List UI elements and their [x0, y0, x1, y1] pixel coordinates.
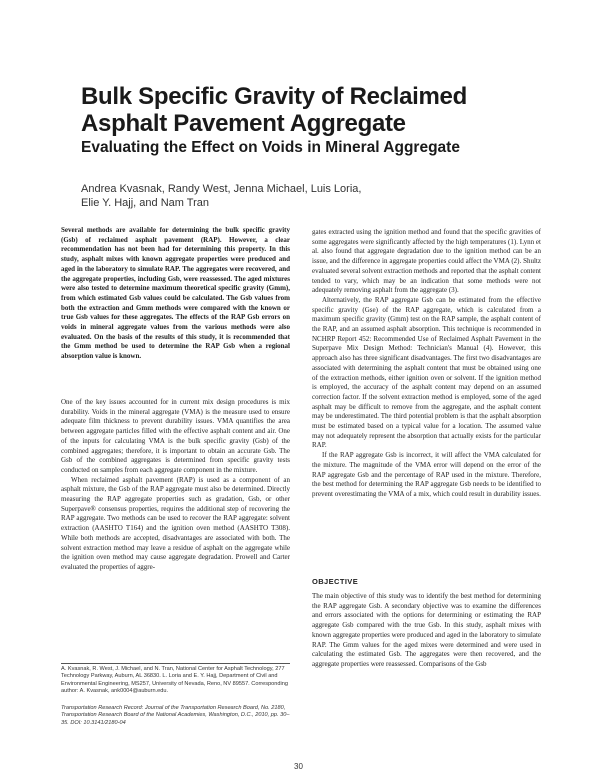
body-column-left — [61, 398, 290, 573]
footnote-affiliations: A. Kvasnak, R. West, J. Michael, and N. Tran, National Center for Asphalt Technology, 277 Technology Parkway, Auburn, AL 36830. L. Loria and E. Y. Hajj, Department of Civil and Environmental Engineering, MS257, University of Nevada, Reno, NV 89557. Corresponding author: A. Kvasnak, ank0004@auburn.edu. — [61, 666, 288, 694]
abstract-text: Several methods are available for determining the bulk specific gravity (Gsb) of reclaimed asphalt pavement (RAP). However, a clear recommendation has not been had for determining this property. In this study, asphalt mixes with known aggregate properties were produced and aged in the laboratory to simulate RAP. The aggregates were recovered, and the aggregate properties, including Gsb, were reassessed. The aged mixtures were also tested to determine maximum theoretical specific gravity (Gmm), from which estimated Gsb values could be calculated. The Gsb values from both the extraction and Gmm methods were compared with the known or true Gsb values for these aggregates. The effects of the RAP Gsb errors on voids in mineral aggregate values from the various methods were also evaluated. On the basis of the results of this study, it is recommended that the Gmm method be used to determine the RAP Gsb when a regional absorption value is known. — [61, 226, 290, 361]
author-line: Elie Y. Hajj, and Nam Tran — [81, 197, 209, 209]
objective-section — [312, 592, 541, 670]
body-paragraph: The main objective of this study was to identify the best method for determining the RAP aggregate Gsb. A secondary objective was to examine the differences and errors associated with the options for determining or estimating the RAP aggregate Gsb compared with the true Gsb. In this study, asphalt mixes with known aggregate properties were produced and aged in the laboratory to simulate RAP. The Gmm values for the aged mixes were determined and were used in calculating the estimated Gsb. The aggregates were then recovered, and the aggregate properties were reassessed. Comparisons of the Gsb — [312, 592, 541, 668]
body-paragraph: gates extracted using the ignition method and found that the specific gravities of some aggregates were significantly affected by the high temperatures (1). Lynn et al. also found that aggregate degradation due to the ignition method can be an issue, and the difference in aggregate properties could affect the VMA (2). Shultz evaluated several solvent extraction methods and reported that the asphalt content tended to vary, which may be an indication that some methods were not adequately removing asphalt from the aggregate (3). — [312, 228, 541, 295]
body-paragraph: One of the key issues accounted for in current mix design procedures is mix durability. Voids in the mineral aggregate (VMA) is the measure used to ensure adequate film thickness to prevent durability issues. VMA quantifies the area between aggregate particles filled with the effective asphalt content and air. One of the inputs for calculating VMA is the bulk specific gravity (Gsb) of the combined aggregates; therefore, it is important to obtain an accurate Gsb. The Gsb of the combined aggregates is determined from specific gravity tests conducted on samples from each aggregate component in the mixture. — [61, 398, 290, 474]
body-column-right — [312, 228, 541, 500]
paper-title: Bulk Specific Gravity of Reclaimed Asphalt Pavement Aggregate — [81, 83, 467, 137]
body-paragraph: When reclaimed asphalt pavement (RAP) is used as a component of an asphalt mixture, the Gsb of the RAP aggregate must also be determined. Directly measuring the RAP aggregate properties such as gradation, Gsb, or other Superpave® consensus properties, requires the additional step of recovering the RAP aggregate. Two methods can be used to recover the RAP aggregate: solvent extraction (AASHTO T164) and the ignition oven method (AASHTO T308). While both methods are accepted, disadvantages are associated with both. The solvent extraction method may leave a residue of asphalt on the aggregate while the ignition oven method may cause aggregate degradation. Prowell and Carter evaluated the properties of aggre- — [61, 475, 290, 571]
footnote-divider — [61, 663, 290, 664]
section-heading-objective: OBJECTIVE — [312, 577, 359, 586]
body-paragraph: If the RAP aggregate Gsb is incorrect, it will affect the VMA calculated for the mixture. The magnitude of the VMA error will depend on the error of the RAP aggregate Gsb and the percentage of RAP used in the mixture. Therefore, the best method for determining the RAP aggregate Gsb needs to be identified to prevent overestimating the VMA of a mix, which could result in durability issues. — [312, 451, 541, 498]
author-list — [81, 182, 411, 210]
body-paragraph: Alternatively, the RAP aggregate Gsb can be estimated from the effective specific gravity (Gse) of the RAP aggregate, which is calculated from a maximum specific gravity (Gmm) test on the RAP sample, the asphalt content of the RAP, and an assumed asphalt absorption. This technique is recommended in NCHRP Report 452: Recommended Use of Reclaimed Asphalt Pavement in the Superpave Mix Design Method: Technician's Manual (4). However, this approach also has three significant disadvantages. The first two disadvantages are associated with determining the asphalt content that must be obtained using one of the extraction methods, either ignition oven or solvent. If the ignition method is employed, the accuracy of the asphalt content may depend on an assumed correction factor. If the solvent extraction method is employed, some of the aged asphalt may be difficult to remove from the aggregate, and the asphalt content may be underestimated. The third potential problem is that the asphalt absorption must be estimated based on a typical value for a location. The assumed value may not adequately represent the absorption that actually exists for the particular RAP. — [312, 295, 541, 450]
footnote-citation: Transportation Research Record: Journal of the Transportation Research Board, No. 2180, Transportation Research Board of the National Academies, Washington, D.C., 2010, pp. 30–35. DOI: 10.3141/2180-04 — [61, 705, 290, 726]
abstract — [61, 226, 290, 362]
paper-subtitle: Evaluating the Effect on Voids in Mineral Aggregate — [81, 139, 460, 156]
page-number: 30 — [294, 762, 303, 771]
author-line: Andrea Kvasnak, Randy West, Jenna Michael, Luis Loria, — [81, 183, 362, 195]
